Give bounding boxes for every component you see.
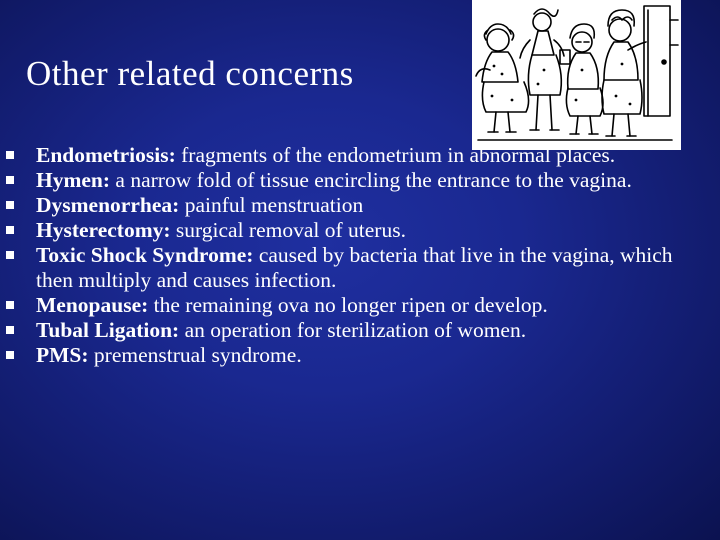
bullet-definition: surgical removal of uterus. (170, 218, 406, 242)
bullet-term: Toxic Shock Syndrome: (36, 243, 254, 267)
bullet-term: Endometriosis: (36, 143, 176, 167)
bullet-term: PMS: (36, 343, 89, 367)
clipart-drawing (472, 0, 681, 150)
bullet-definition: the remaining ova no longer ripen or develop. (148, 293, 548, 317)
bullet-definition: a narrow fold of tissue encircling the entrance to the vagina. (110, 168, 632, 192)
bullet-item-tubal-ligation (0, 318, 676, 343)
bullet-definition: caused by bacteria that live in the vagina, which then multiply and causes infection. (36, 243, 673, 292)
bullet-item-hysterectomy (0, 218, 676, 243)
bullet-term: Hymen: (36, 168, 111, 192)
bullet-item-pms (0, 343, 676, 368)
bullet-term: Tubal Ligation: (36, 318, 180, 342)
bullet-definition: an operation for sterilization of women. (179, 318, 527, 342)
square-bullet-icon (6, 251, 14, 259)
square-bullet-icon (6, 226, 14, 234)
bullet-definition: fragments of the endometrium in abnormal places. (175, 143, 616, 167)
bullet-item-dysmenorrhea (0, 193, 676, 218)
square-bullet-icon (6, 176, 14, 184)
bullet-item-toxic-shock-syndrome (0, 243, 676, 293)
bullet-list (0, 143, 720, 368)
bullet-definition: premenstrual syndrome. (88, 343, 302, 367)
square-bullet-icon (6, 326, 14, 334)
square-bullet-icon (6, 351, 14, 359)
bullet-item-hymen (0, 168, 676, 193)
bullet-term: Hysterectomy: (36, 218, 171, 242)
bullet-item-endometriosis (0, 143, 676, 168)
bullet-term: Dysmenorrhea: (36, 193, 180, 217)
slide-title: Other related concerns (26, 54, 354, 93)
cartoon-women-at-door-icon (472, 0, 681, 150)
bullet-item-menopause (0, 293, 676, 318)
square-bullet-icon (6, 201, 14, 209)
square-bullet-icon (6, 151, 14, 159)
bullet-term: Menopause: (36, 293, 149, 317)
bullet-definition: painful menstruation (179, 193, 364, 217)
square-bullet-icon (6, 301, 14, 309)
